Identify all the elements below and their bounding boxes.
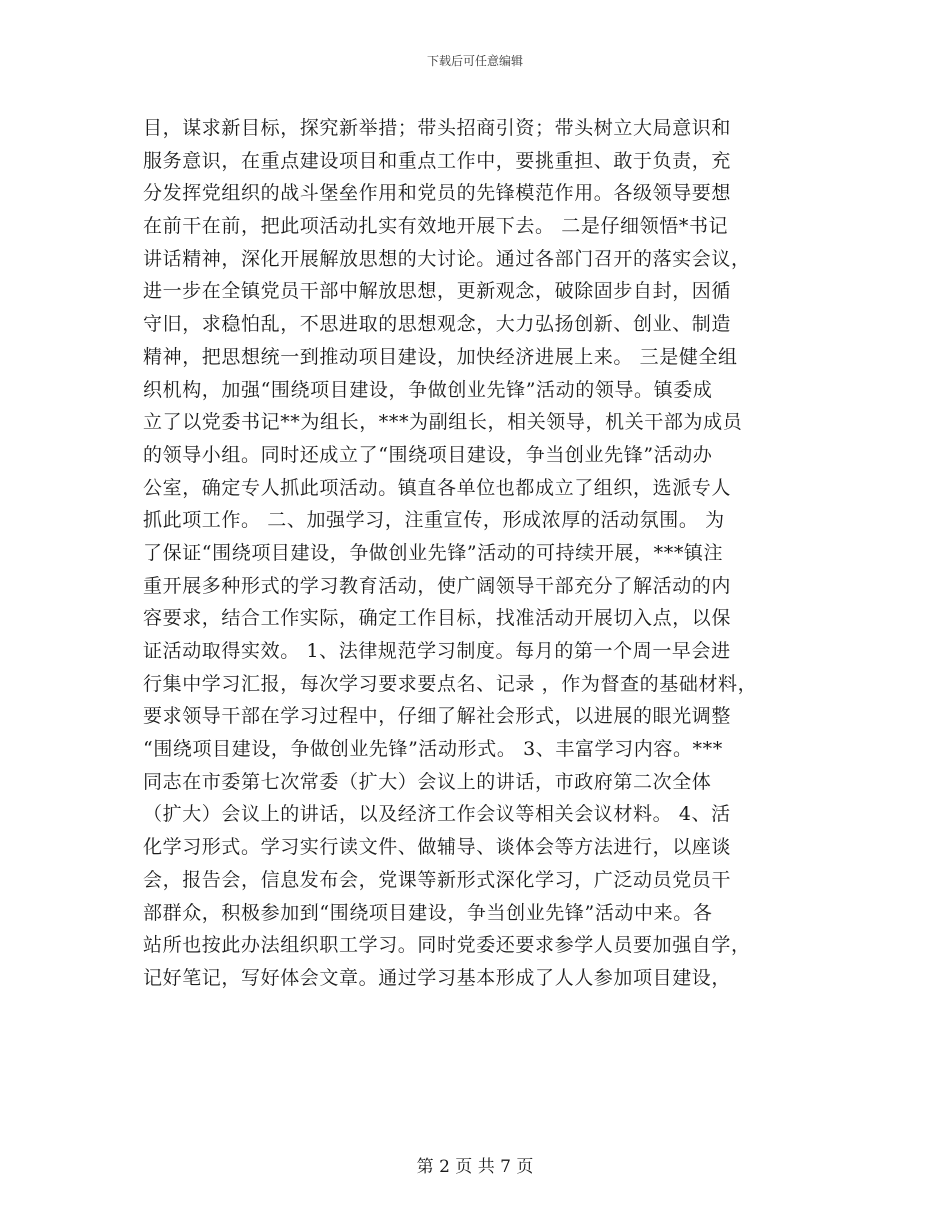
body-line: 了保证“围绕项目建设，争做创业先锋”活动的可持续开展，***镇注 — [143, 541, 724, 564]
document-body — [143, 112, 823, 995]
body-line: 会，报告会，信息发布会，党课等新形式深化学习，广泛动员党员干 — [143, 868, 732, 891]
body-line: 进一步在全镇党员干部中解放思想，更新观念，破除固步自封，因循 — [143, 280, 732, 303]
body-line: （扩大）会议上的讲话，以及经济工作会议等相关会议材料。 4、活 — [143, 803, 731, 826]
body-line: 行集中学习汇报，每次学习要求要点名、记录 ，作为督查的基础材料， — [143, 672, 758, 695]
body-line: 在前干在前，把此项活动扎实有效地开展下去。 二是仔细领悟*书记 — [143, 215, 729, 238]
page-footer: 第 2 页 共 7 页 — [416, 1157, 534, 1177]
page-header: 下载后可任意编辑 — [426, 54, 523, 68]
body-line: 目，谋求新目标，探究新举措；带头招商引资；带头树立大局意识和 — [143, 117, 732, 139]
body-line: 记好笔记，写好体会文章。通过学习基本形成了人人参加项目建设， — [143, 966, 732, 989]
body-line: 重开展多种形式的学习教育活动，使广阔领导干部充分了解活动的内 — [143, 574, 732, 597]
body-line: 容要求，结合工作实际，确定工作目标，找准活动开展切入点，以保 — [143, 607, 732, 630]
body-line: 部群众，积极参加到“围绕项目建设，争当创业先锋”活动中来。各 — [143, 901, 713, 924]
body-line: 分发挥党组织的战斗堡垒作用和党员的先锋模范作用。各级领导要想 — [143, 182, 732, 205]
body-line: 讲话精神，深化开展解放思想的大讨论。通过各部门召开的落实会议， — [143, 247, 751, 270]
body-line: 服务意识，在重点建设项目和重点工作中，要挑重担、敢于负责，充 — [143, 149, 732, 172]
body-line: 公室，确定专人抓此项活动。镇直各单位也都成立了组织，选派专人 — [143, 476, 732, 499]
body-line: “围绕项目建设，争做创业先锋”活动形式。 3、丰富学习内容。*** — [143, 738, 723, 761]
body-line: 同志在市委第七次常委（扩大）会议上的讲话，市政府第二次全体 — [143, 770, 712, 793]
body-line: 立了以党委书记**为组长，***为副组长，相关领导，机关干部为成员 — [143, 411, 743, 434]
body-line: 精神，把思想统一到推动项目建设，加快经济进展上来。 三是健全组 — [143, 345, 738, 368]
body-line: 化学习形式。学习实行读文件、做辅导、谈体会等方法进行，以座谈 — [143, 836, 732, 859]
body-line: 证活动取得实效。 1、法律规范学习制度。每月的第一个周一早会进 — [143, 640, 731, 662]
body-line: 抓此项工作。 二、加强学习，注重宣传，形成浓厚的活动氛围。 为 — [143, 509, 725, 532]
body-line: 守旧，求稳怕乱，不思进取的思想观念，大力弘扬创新、创业、制造 — [143, 313, 732, 336]
body-line: 织机构，加强“围绕项目建设，争做创业先锋”活动的领导。镇委成 — [143, 378, 713, 401]
body-line: 的领导小组。同时还成立了“围绕项目建设，争当创业先锋”活动办 — [143, 443, 713, 466]
body-line: 站所也按此办法组织职工学习。同时党委还要求参学人员要加强自学， — [143, 934, 751, 957]
body-line: 要求领导干部在学习过程中，仔细了解社会形式，以进展的眼光调整 — [143, 705, 732, 728]
